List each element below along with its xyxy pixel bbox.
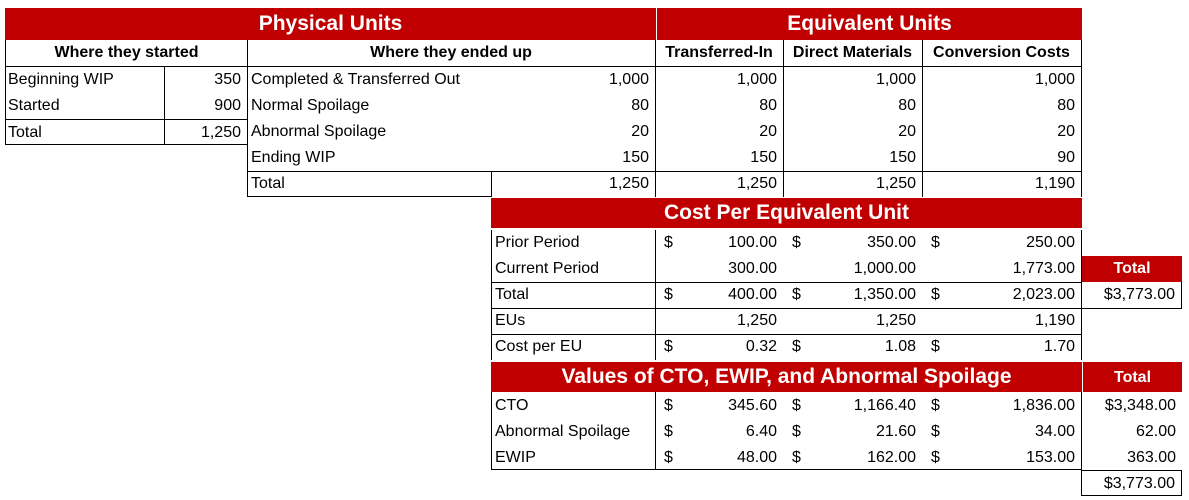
ended-dm-2: 20: [898, 123, 916, 140]
cost-cc-1: 1,773.00: [1012, 260, 1075, 277]
values-cc-2: 153.00: [1026, 449, 1075, 466]
where-ended-header: Where they ended up: [247, 40, 656, 67]
ended-dm-4: 1,250: [875, 175, 916, 192]
cost-ti-0: 100.00: [728, 234, 777, 251]
values-dollar-dm-1: $: [792, 423, 801, 440]
cost-label-4: Cost per EU: [495, 338, 583, 355]
ended-ti-3: 150: [750, 149, 777, 166]
values-label-2: EWIP: [495, 449, 536, 466]
cost-ti-1: 300.00: [728, 260, 777, 277]
ended-label-1: Normal Spoilage: [251, 97, 370, 114]
started-label-0: Beginning WIP: [8, 71, 114, 88]
values-dollar-cc-2: $: [931, 449, 940, 466]
cost-cc-0: 250.00: [1026, 234, 1075, 251]
cost-dollar-cc-0: $: [931, 234, 940, 251]
ended-dm-0: 1,000: [875, 71, 916, 88]
cost-cc-4: 1.70: [1043, 338, 1075, 355]
equivalent-units-header: Equivalent Units: [656, 8, 1082, 40]
ended-cc-1: 80: [1057, 97, 1075, 114]
conversion-costs-header: Conversion Costs: [922, 40, 1082, 67]
cost-total-header: Total: [1082, 256, 1182, 282]
ended-label-0: Completed & Transferred Out: [251, 71, 460, 88]
where-started-header: Where they started: [5, 40, 248, 67]
ended-label-3: Ending WIP: [251, 149, 336, 166]
values-dollar-dm-2: $: [792, 449, 801, 466]
ended-ti-2: 20: [759, 123, 777, 140]
cost-label-3: EUs: [495, 312, 526, 329]
started-value-0: 350: [214, 71, 241, 88]
ended-units-3: 150: [622, 149, 649, 166]
cost-grand-total: $3,773.00: [1082, 282, 1182, 309]
ended-cc-2: 20: [1057, 123, 1075, 140]
values-ti-2: 48.00: [736, 449, 777, 466]
values-header: Values of CTO, EWIP, and Abnormal Spoilage: [491, 362, 1082, 392]
cost-ti-4: 0.32: [745, 338, 777, 355]
started-label-1: Started: [8, 97, 60, 114]
started-value-2: 1,250: [165, 119, 247, 145]
cost-dollar-cc-2: $: [931, 286, 940, 303]
values-dm-0: 1,166.40: [853, 397, 916, 414]
ended-label-4: Total: [251, 175, 285, 192]
cost-ti-3: 1,250: [736, 312, 777, 329]
values-dollar-ti-1: $: [664, 423, 673, 440]
ended-dm-1: 80: [898, 97, 916, 114]
cost-cc-3: 1,190: [1034, 312, 1075, 329]
ended-ti-0: 1,000: [736, 71, 777, 88]
values-ti-0: 345.60: [728, 397, 777, 414]
ended-units-0: 1,000: [608, 71, 649, 88]
cost-ti-2: 400.00: [728, 286, 777, 303]
values-dm-2: 162.00: [867, 449, 916, 466]
cost-dollar-ti-4: $: [664, 338, 673, 355]
transferred-in-header: Transferred-In: [655, 40, 784, 67]
direct-materials-header: Direct Materials: [783, 40, 923, 67]
ended-col-divider-5: [1081, 67, 1082, 197]
values-cc-0: 1,836.00: [1012, 397, 1075, 414]
ended-ti-4: 1,250: [736, 175, 777, 192]
values-dollar-ti-0: $: [664, 397, 673, 414]
cost-dm-0: 350.00: [867, 234, 916, 251]
cost-dm-1: 1,000.00: [853, 260, 916, 277]
cost-label-0: Prior Period: [495, 234, 580, 251]
values-dollar-cc-0: $: [931, 397, 940, 414]
started-value-1: 900: [214, 97, 241, 114]
cost-dollar-dm-4: $: [792, 338, 801, 355]
values-total-2: 363.00: [1127, 449, 1176, 466]
physical-units-header: Physical Units: [5, 8, 656, 40]
ended-cc-3: 90: [1057, 149, 1075, 166]
cost-label-2: Total: [495, 286, 529, 303]
values-dollar-dm-0: $: [792, 397, 801, 414]
values-grand-total: $3,773.00: [1081, 470, 1182, 496]
cost-cc-2: 2,023.00: [1012, 286, 1075, 303]
ended-dm-3: 150: [889, 149, 916, 166]
ended-units-1: 80: [631, 97, 649, 114]
cost-per-eu-header: Cost Per Equivalent Unit: [491, 198, 1082, 228]
ended-units-2: 20: [631, 123, 649, 140]
cost-dm-2: 1,350.00: [853, 286, 916, 303]
started-col-divider: [164, 67, 165, 145]
values-total-header: Total: [1082, 362, 1182, 392]
values-label-0: CTO: [495, 397, 529, 414]
cost-dm-3: 1,250: [875, 312, 916, 329]
values-dollar-ti-2: $: [664, 449, 673, 466]
started-label-2: Total: [5, 119, 165, 145]
cost-dollar-dm-0: $: [792, 234, 801, 251]
values-ti-1: 6.40: [745, 423, 777, 440]
cost-label-1: Current Period: [495, 260, 600, 277]
ended-cc-4: 1,190: [1034, 175, 1075, 192]
values-total-0: $3,348.00: [1104, 397, 1176, 414]
cost-dollar-ti-0: $: [664, 234, 673, 251]
ended-ti-1: 80: [759, 97, 777, 114]
cost-dm-4: 1.08: [884, 338, 916, 355]
values-dollar-cc-1: $: [931, 423, 940, 440]
cost-dollar-cc-4: $: [931, 338, 940, 355]
values-total-1: 62.00: [1135, 423, 1176, 440]
cost-dollar-dm-2: $: [792, 286, 801, 303]
ended-label-2: Abnormal Spoilage: [251, 123, 387, 140]
ended-units-4: 1,250: [608, 175, 649, 192]
values-dm-1: 21.60: [875, 423, 916, 440]
cost-dollar-ti-2: $: [664, 286, 673, 303]
values-cc-1: 34.00: [1034, 423, 1075, 440]
values-label-1: Abnormal Spoilage: [495, 423, 631, 440]
ended-cc-0: 1,000: [1034, 71, 1075, 88]
